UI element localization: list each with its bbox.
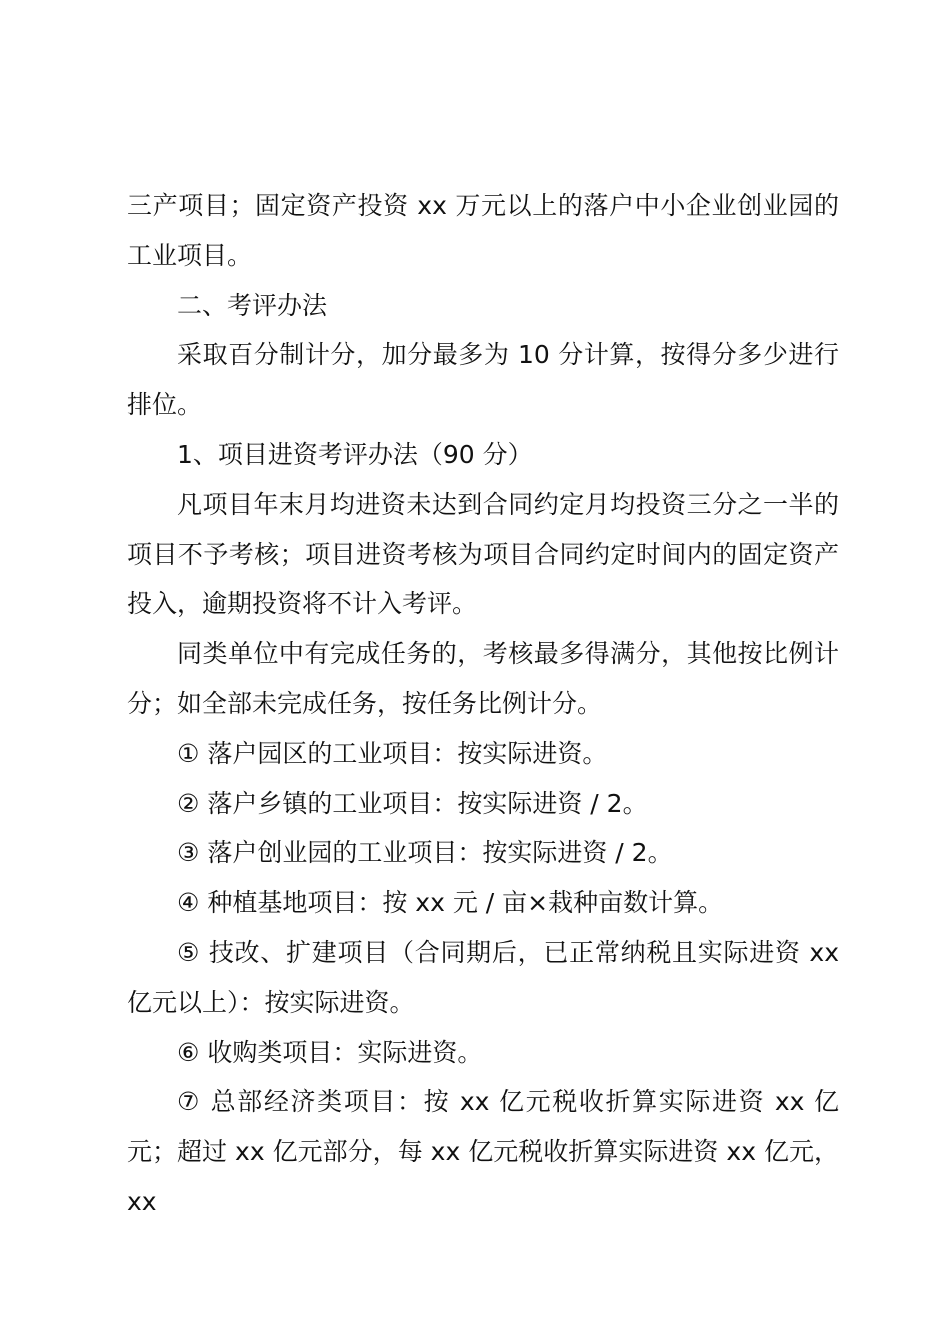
- document-body: [127, 181, 839, 1227]
- list-item-1: ① 落户园区的工业项目：按实际进资。: [177, 738, 608, 768]
- list-item-4: ④ 种植基地项目：按 xx 元 / 亩×栽种亩数计算。: [177, 888, 724, 918]
- list-item-2: ② 落户乡镇的工业项目：按实际进资 / 2。: [177, 788, 648, 818]
- section-heading-evaluation-method: 二、考评办法: [177, 290, 328, 320]
- paragraph-exclusion-rule: 凡项目年末月均进资未达到合同约定月均投资三分之一半的项目不予考核；项目进资考核为项目合同约定时间内的固定资产投入，逾期投资将不计入考评。: [127, 489, 839, 619]
- subheading-investment-evaluation: 1、项目进资考评办法（90 分）: [177, 439, 533, 469]
- paragraph-continuation: 三产项目；固定资产投资 xx 万元以上的落户中小企业创业园的工业项目。: [127, 191, 839, 270]
- paragraph-scoring-system: 采取百分制计分，加分最多为 10 分计算，按得分多少进行排位。: [127, 340, 839, 420]
- list-item-3: ③ 落户创业园的工业项目：按实际进资 / 2。: [177, 838, 673, 868]
- list-item-6: ⑥ 收购类项目：实际进资。: [177, 1037, 483, 1067]
- paragraph-proportional-scoring: 同类单位中有完成任务的，考核最多得满分，其他按比例计分；如全部未完成任务，按任务比例计分。: [127, 639, 839, 718]
- list-item-7: ⑦ 总部经济类项目：按 xx 亿元税收折算实际进资 xx 亿元；超过 xx 亿元部分，每 xx 亿元税收折算实际进资 xx 亿元，xx: [127, 1087, 839, 1216]
- list-item-5: ⑤ 技改、扩建项目（合同期后，已正常纳税且实际进资 xx 亿元以上）：按实际进资。: [127, 937, 839, 1017]
